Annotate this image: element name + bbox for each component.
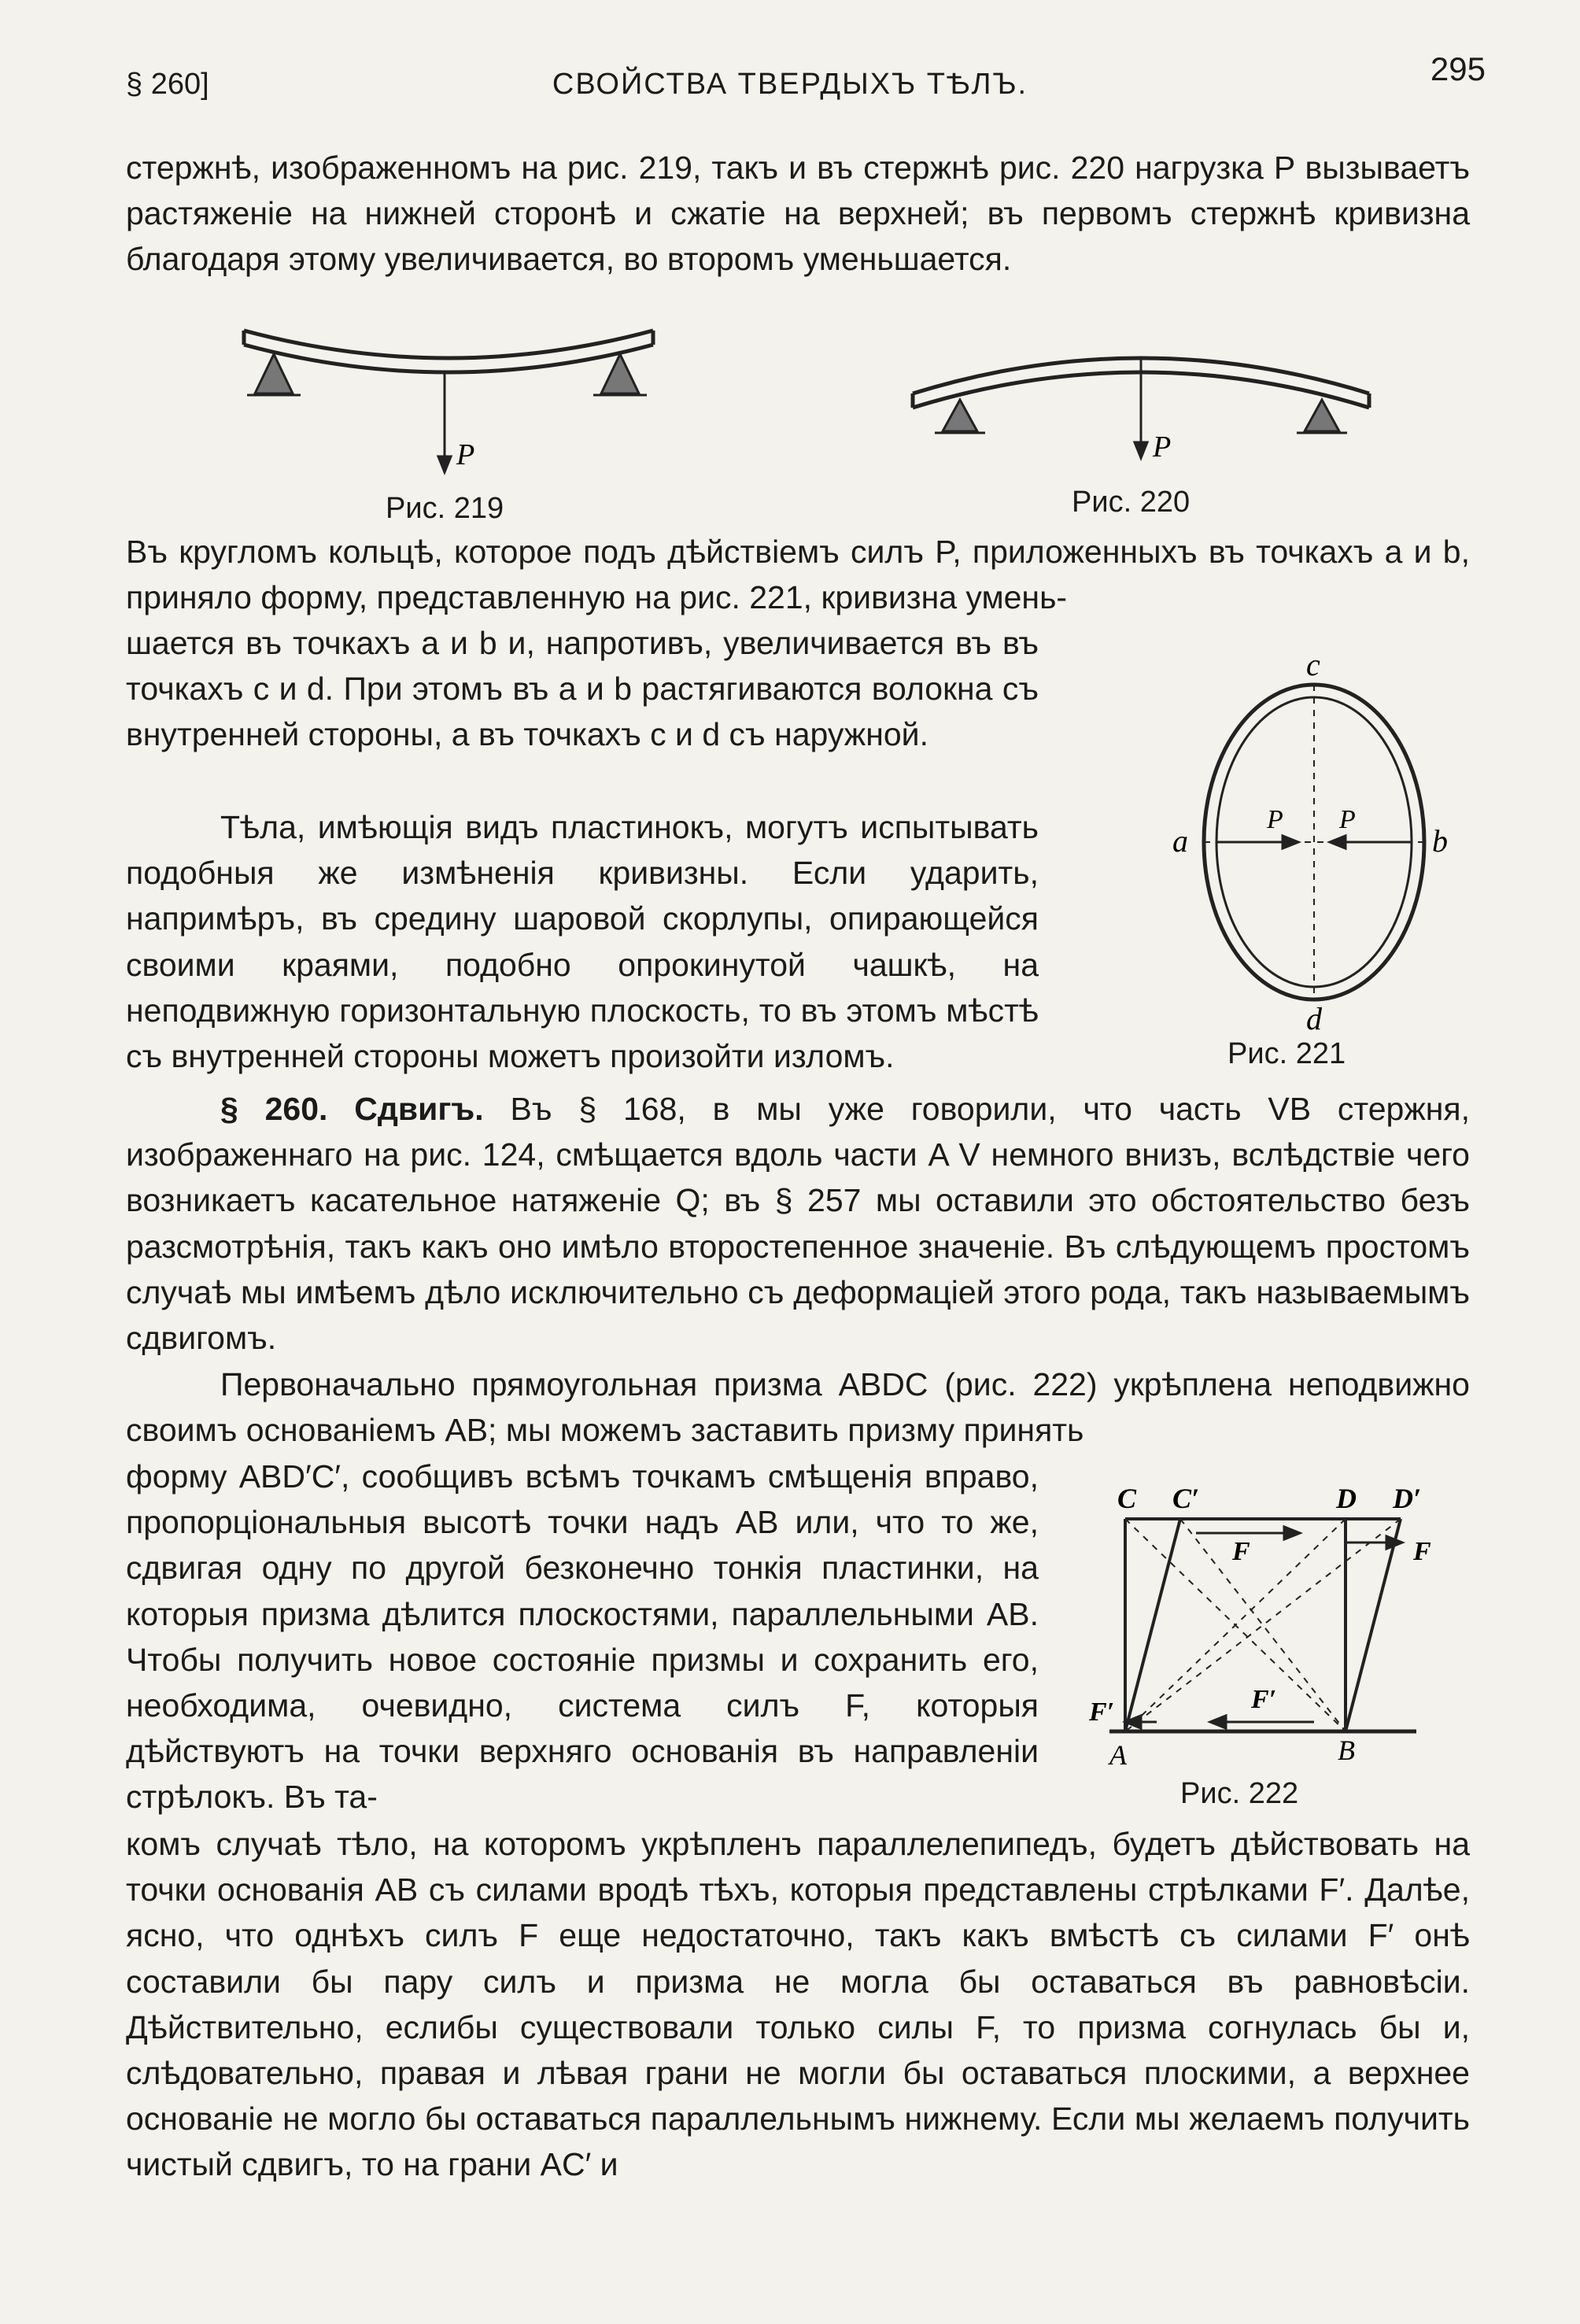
label-D1-222: D′ — [1393, 1483, 1422, 1514]
label-C1-222: C′ — [1172, 1483, 1200, 1514]
support-left-220 — [935, 400, 985, 433]
section-heading: Сдвигъ. — [354, 1091, 484, 1127]
running-title: СВОЙСТВА ТВЕРДЫХЪ ТѢЛЪ. — [552, 68, 1028, 101]
page-number: 295 — [1430, 50, 1486, 87]
paragraph-2-rest: шается въ точкахъ a и b и, напротивъ, увеличивается въ въ точкахъ c и d. При этомъ въ a и b растягиваются волокна съ внутренней стороны, а въ точкахъ c и d съ наружной. — [126, 625, 1039, 753]
figure-222 — [1086, 1472, 1464, 1786]
support-right-220 — [1297, 400, 1347, 433]
section-ref: § 260] — [126, 68, 209, 101]
support-right-219 — [593, 354, 647, 395]
paragraph-3: Тѣла, имѣющія видъ пластинокъ, могутъ испытывать подобныя же измѣненія кривизны. Если ударить, напримѣръ, въ средину шаровой скорлупы, опирающейся своими краями, подобно опрокинутой чашкѣ, на неподвижную горизонтальную плоскость, то въ этомъ мѣстѣ съ внутренней стороны можетъ произойти изломъ. — [126, 809, 1039, 1075]
label-a-221: a — [1172, 823, 1188, 859]
paragraph-5-rest: комъ случаѣ тѣло, на которомъ укрѣпленъ параллелепипедъ, будетъ дѣйствовать на точки основанія AB съ силами вродѣ тѣхъ, которыя представлены стрѣлками F′. Далѣе, ясно, что однѣхъ силъ F еще недостаточно, такъ какъ вмѣстѣ съ силами F′ онѣ составили бы пару силъ и призма не могла бы оставаться въ равновѣсіи. Дѣйствительно, еслибы существовали только силы F, то призма согнулась бы и, слѣдовательно, правая и лѣвая грани не могли бы оставаться плоскими, а верхнее основаніе не могло бы оставаться параллельнымъ нижнему. Если мы желаемъ получить чистый сдвигъ, то на грани AC′ и — [126, 1826, 1470, 2183]
label-D-222: D — [1336, 1483, 1357, 1514]
label-A-222: A — [1109, 1739, 1127, 1771]
force-arrow-219 — [438, 371, 451, 472]
label-p-right-221: P — [1339, 805, 1356, 834]
paragraph-5-narrow: форму ABD′C′, сообщивъ всѣмъ точкамъ смѣщенія вправо, пропорціональныя высотѣ точки надъ AB или, что то же, сдвигая одну по другой безконечно тонкія пластинки, на которыя призма дѣлится плоскостями, параллельными AB. Чтобы получить новое состояніе призмы и сохранить его, необходима, очевидно, система силъ F, которыя дѣйствуютъ на точки верхняго основанія въ направленіи стрѣлокъ. Въ та- — [126, 1458, 1039, 1816]
force-arrow-left-221 — [1216, 836, 1298, 848]
beam-219 — [244, 331, 653, 372]
label-B-222: B — [1338, 1735, 1355, 1766]
figure-219 — [236, 315, 677, 488]
label-F-top-222: F — [1232, 1537, 1250, 1566]
section-260 — [126, 1086, 1470, 1361]
section-text: Въ § 168, в мы уже говорили, что часть VB стержня, изображеннаго на рис. 124, смѣщается вдоль части A V немного внизъ, вслѣдствіе чего возникаетъ касательное натяженіе Q; въ § 257 мы оставили это обстоятельство безъ разсмотрѣнія, такъ какъ оно имѣло второстепенное значеніе. Въ слѣдующемъ простомъ случаѣ мы имѣемъ дѣло исключительно съ деформаціей этого рода, такъ называемымъ сдвигомъ. — [126, 1091, 1470, 1357]
figure-221 — [1165, 647, 1464, 1036]
force-label-220: P — [1153, 430, 1172, 464]
label-p-left-221: P — [1267, 805, 1283, 834]
section-number: § 260. — [220, 1091, 328, 1127]
figure-220 — [905, 331, 1377, 472]
paragraph-1: стержнѣ, изображенномъ на рис. 219, такъ и въ стержнѣ рис. 220 нагрузка P вызываетъ растяженіе на нижней сторонѣ и сжатіе на верхней; въ первомъ стержнѣ кривизна благодаря этому увеличивается, во второмъ уменьшается. — [126, 150, 1470, 278]
label-F1-left-222: F′ — [1089, 1698, 1115, 1727]
label-d-221: d — [1306, 1001, 1322, 1036]
support-left-219 — [247, 354, 301, 395]
force-arrow-right-221 — [1330, 836, 1412, 848]
label-c-221: c — [1306, 647, 1320, 682]
caption-219: Рис. 219 — [386, 492, 504, 525]
paragraph-2-first-line: Въ кругломъ кольцѣ, которое подъ дѣйствіемъ силъ P, приложенныхъ въ точкахъ a и b, приняло форму, представленную на рис. 221, кривизна умень- — [126, 534, 1470, 616]
paragraph-5-first-lines: Первоначально прямоугольная призма ABDC (рис. 222) укрѣплена неподвижно своимъ основаніемъ AB; мы можемъ заставить призму принять — [126, 1366, 1470, 1449]
caption-220: Рис. 220 — [1072, 486, 1191, 519]
label-F-right-222: F — [1413, 1537, 1431, 1566]
label-F1-mid-222: F′ — [1251, 1685, 1277, 1714]
label-b-221: b — [1432, 823, 1448, 859]
caption-221: Рис. 221 — [1227, 1037, 1346, 1070]
label-C-222: C — [1117, 1483, 1137, 1514]
force-label-219: P — [456, 438, 475, 471]
caption-222: Рис. 222 — [1180, 1777, 1299, 1810]
